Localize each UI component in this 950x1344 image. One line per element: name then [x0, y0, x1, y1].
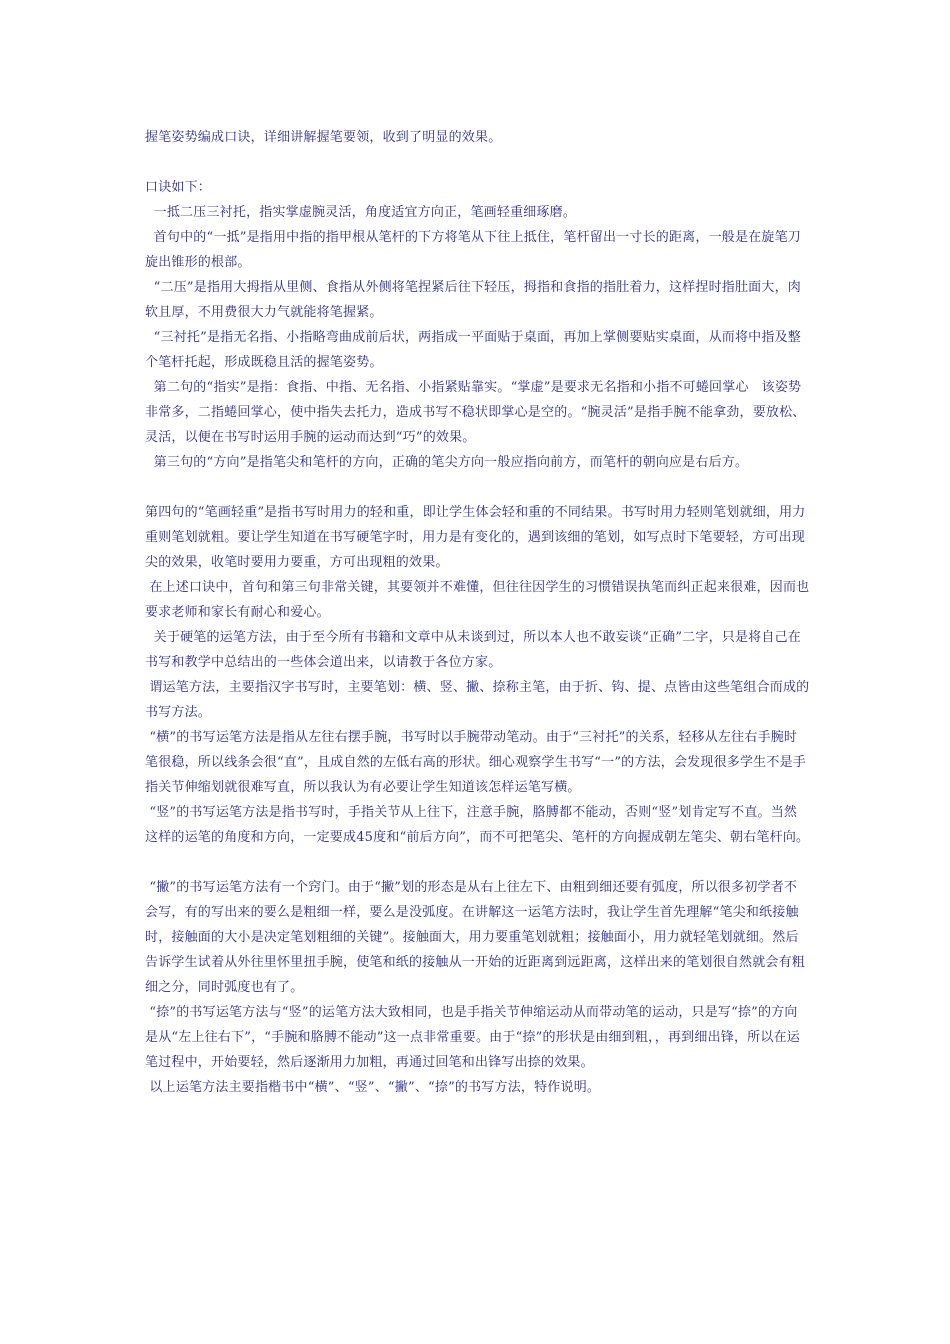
- paragraph-right-falling-stroke: “捺”的书写运笔方法与“竖”的运笔方法大致相同，也是手指关节伸缩运动从而带动笔的运动，只是写“捺”的方向是从“左上往右下”，“手腕和胳膊不能动”这一点非常重要。由于“捺”的形状是由细到粗，，再到细出锋，所以在运笔过程中，开始要轻，然后逐渐用力加粗，再通过回笔和出锋写出捺的效果。: [145, 1005, 800, 1070]
- paragraph-two-press: “二压”是指用大拇指从里侧、食指从外侧将笔捏紧后往下轻压，拇指和食指的指肚着力，这样捏时指肚面大，肉软且厚，不用费很大力气就能将笔握紧。: [145, 280, 801, 320]
- paragraph-horizontal-stroke: “横”的书写运笔方法是指从左往右摆手腕，书写时以手腕带动笔动。由于“三衬托”的关系，轻移从左往右手腕时笔很稳，所以线条会很“直”，且成自然的左低右高的形状。细心观察学生书写“一”的方法，会发现很多学生不是手指关节伸缩划就很难写直，所以我认为有必要让学生知道该怎样运笔写横。: [145, 730, 806, 795]
- mnemonic-heading: 口诀如下：: [145, 180, 212, 195]
- paragraph-stroke-method-intro: 关于硬笔的运笔方法，由于至今所有书籍和文章中从未谈到过，所以本人也不敢妄谈“正确”二字，只是将自己在书写和教学中总结出的一些体会道出来，以请教于各位方家。: [145, 630, 801, 670]
- mnemonic-verse: 一抵二压三衬托，指实掌虚腕灵活，角度适宜方向正，笔画轻重细琢磨。: [145, 205, 577, 220]
- paragraph-second-line: 第二句的“指实”是指：食指、中指、无名指、小指紧贴靠实。“掌虚”是要求无名指和小指不可蜷回掌心 该姿势非常多，二指蜷回掌心，使中指失去托力，造成书写不稳状即掌心是空的。“腕灵活”是指手腕不能拿劲，要放松、灵活，以便在书写时运用手腕的运动而达到“巧”的效果。: [145, 380, 806, 445]
- paragraph-left-falling-stroke: “撇”的书写运笔方法有一个窍门。由于“撇”划的形态是从右上往左下、由粗到细还要有弧度，所以很多初学者不会写，有的写出来的要么是粗细一样，要么是没弧度。在讲解这一运笔方法时，我让学生首先理解“笔尖和纸接触时，接触面的大小是决定笔划粗细的关键”。接触面大，用力要重笔划就粗；接触面小，用力就轻笔划就细。然后告诉学生试着从外往里怀里扭手腕，使笔和纸的接触从一开始的近距离到远距离，这样出来的笔划很自然就会有粗细之分，同时弧度也有了。: [145, 880, 806, 995]
- paragraph-conclusion: 以上运笔方法主要指楷书中“横”、“竖”、“撇”、“捺”的书写方法，特作说明。: [145, 1080, 601, 1095]
- paragraph-fourth-line: 第四句的“笔画轻重”是指书写时用力的轻和重，即让学生体会轻和重的不同结果。书写时用力轻则笔划就细，用力重则笔划就粗。要让学生知道在书写硬笔字时，用力是有变化的，遇到该细的笔划，如写点时下笔要轻，方可出现尖的效果，收笔时要用力要重，方可出现粗的效果。: [145, 505, 806, 570]
- paragraph-first-line: 首句中的“一抵”是指用中指的指甲根从笔杆的下方将笔从下往上抵住，笔杆留出一寸长的距离，一般是在旋笔刀旋出锥形的根部。: [145, 230, 801, 270]
- intro-paragraph: 握笔姿势编成口诀，详细讲解握笔要领，收到了明显的效果。: [145, 130, 502, 145]
- paragraph-vertical-stroke: “竖”的书写运笔方法是指书写时，手指关节从上往下，注意手腕，胳膊都不能动，否则“竖”划肯定写不直。当然这样的运笔的角度和方向，一定要成45度和“前后方向”，而不可把笔尖、笔杆的方向握成朝左笔尖、朝右笔杆向。: [145, 805, 810, 845]
- paragraph-key-points: 在上述口诀中，首句和第三句非常关键，其要领并不难懂，但往往因学生的习惯错误执笔而纠正起来很难，因而也要求老师和家长有耐心和爱心。: [145, 580, 810, 620]
- paragraph-third-line: 第三句的“方向”是指笔尖和笔杆的方向，正确的笔尖方向一般应指向前方，而笔杆的朝向应是右后方。: [145, 455, 749, 470]
- paragraph-main-strokes: 谓运笔方法，主要指汉字书写时，主要笔划：横、竖、撇、捺称主笔，由于折、钩、提、点皆由这些笔组合而成的书写方法。: [145, 680, 810, 720]
- paragraph-three-support: “三衬托”是指无名指、小指略弯曲成前后状，两指成一平面贴于桌面，再加上掌侧要贴实桌面，从而将中指及整个笔杆托起，形成既稳且活的握笔姿势。: [145, 330, 801, 370]
